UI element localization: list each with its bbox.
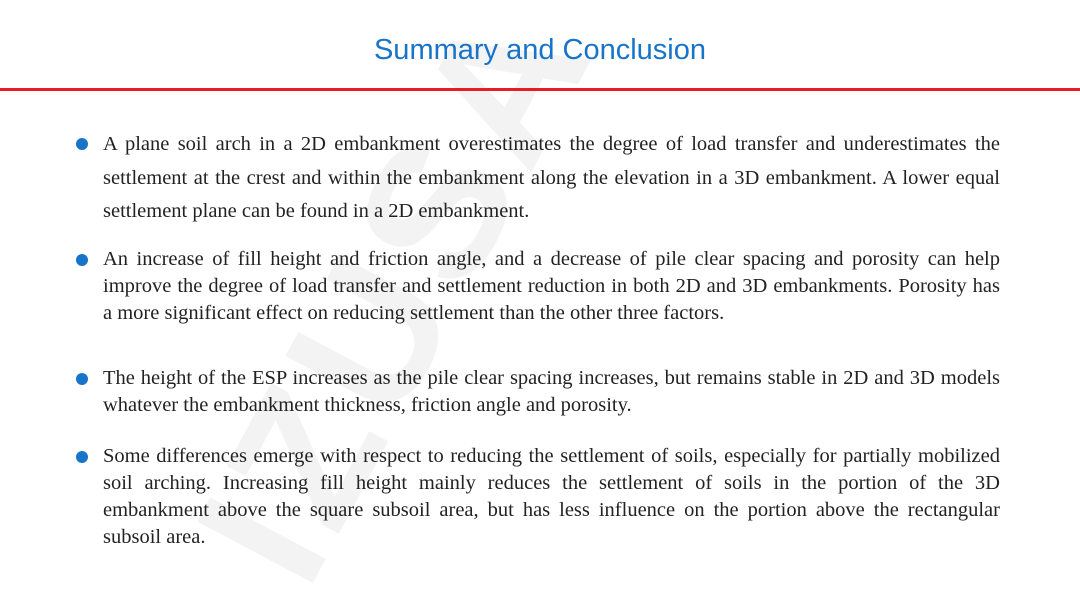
bullet-text: Some differences emerge with respect to reducing the settlement of soils, especially for partially mobilized soil arching. Increasing fill height mainly reduces the settlement of soils in the portion of the 3D embankment above the square subsoil area, but has less influence on the portion above the rectangular subsoil area. <box>103 445 1000 548</box>
bullet-text: A plane soil arch in a 2D embankment overestimates the degree of load transfer and underestimates the settlement at the crest and within the embankment along the elevation in a 3D embankment. A lower equal settlement plane can be found in a 2D embankment. <box>103 133 1000 222</box>
bullet-text: An increase of fill height and friction angle, and a decrease of pile clear spacing and porosity can help improve the degree of load transfer and settlement reduction in both 2D and 3D embankments. Porosity has a more significant effect on reducing settlement than the other three factors. <box>103 248 1000 324</box>
bullet-dot-icon <box>76 373 88 385</box>
title-divider <box>0 88 1080 91</box>
bullet-text: The height of the ESP increases as the pile clear spacing increases, but remains stable in 2D and 3D models whatever the embankment thickness, friction angle and porosity. <box>103 367 1000 416</box>
bullet-dot-icon <box>76 254 88 266</box>
bullet-dot-icon <box>76 451 88 463</box>
slide-title: Summary and Conclusion <box>373 34 707 66</box>
bullet-dot-icon <box>76 138 88 150</box>
